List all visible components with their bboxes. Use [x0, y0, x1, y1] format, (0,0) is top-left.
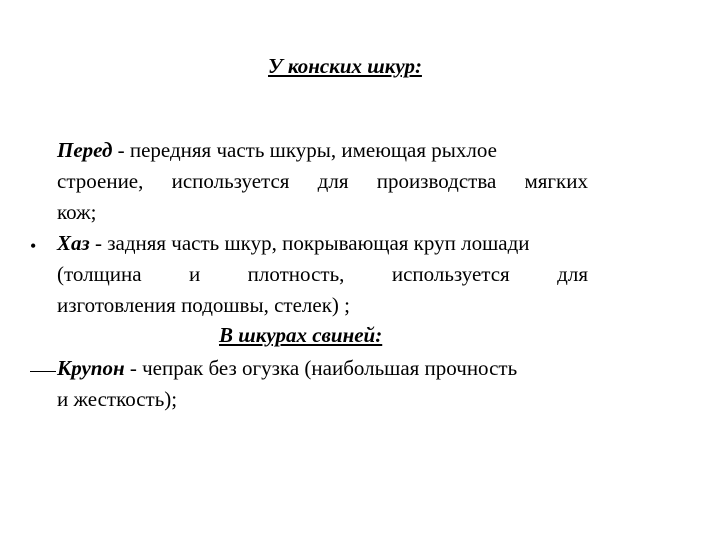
term-pered: Перед: [57, 138, 113, 162]
term-khaz: Хаз: [57, 231, 90, 255]
item-perednyaya-line-1: [57, 137, 497, 163]
definition-text: - передняя часть шкуры, имеющая рыхлое: [112, 138, 497, 162]
item-khaz-line-2: (толщина и плотность, используется для: [57, 262, 588, 286]
item-perednyaya-line-2: строение, используется для производства мягких: [57, 169, 588, 193]
leading-underline-mark: [30, 371, 56, 372]
section-title-pig-hides: В шкурах свиней:: [219, 323, 383, 347]
term-krupon: Крупон: [57, 356, 125, 380]
definition-text: - чепрак без огузка (наибольшая прочность: [124, 356, 518, 380]
item-krupon-line-2: и жесткость);: [57, 387, 178, 411]
item-khaz-line-1: [57, 230, 530, 256]
definition-text: - задняя часть шкур, покрывающая круп лошади: [89, 231, 530, 255]
item-perednyaya-line-3: кож;: [57, 200, 97, 224]
section-title-horse-hides: У конских шкур:: [268, 54, 422, 78]
item-khaz-line-3: изготовления подошвы, стелек) ;: [57, 293, 350, 317]
item-krupon-line-1: [57, 355, 517, 381]
bullet-marker: •: [30, 236, 37, 256]
